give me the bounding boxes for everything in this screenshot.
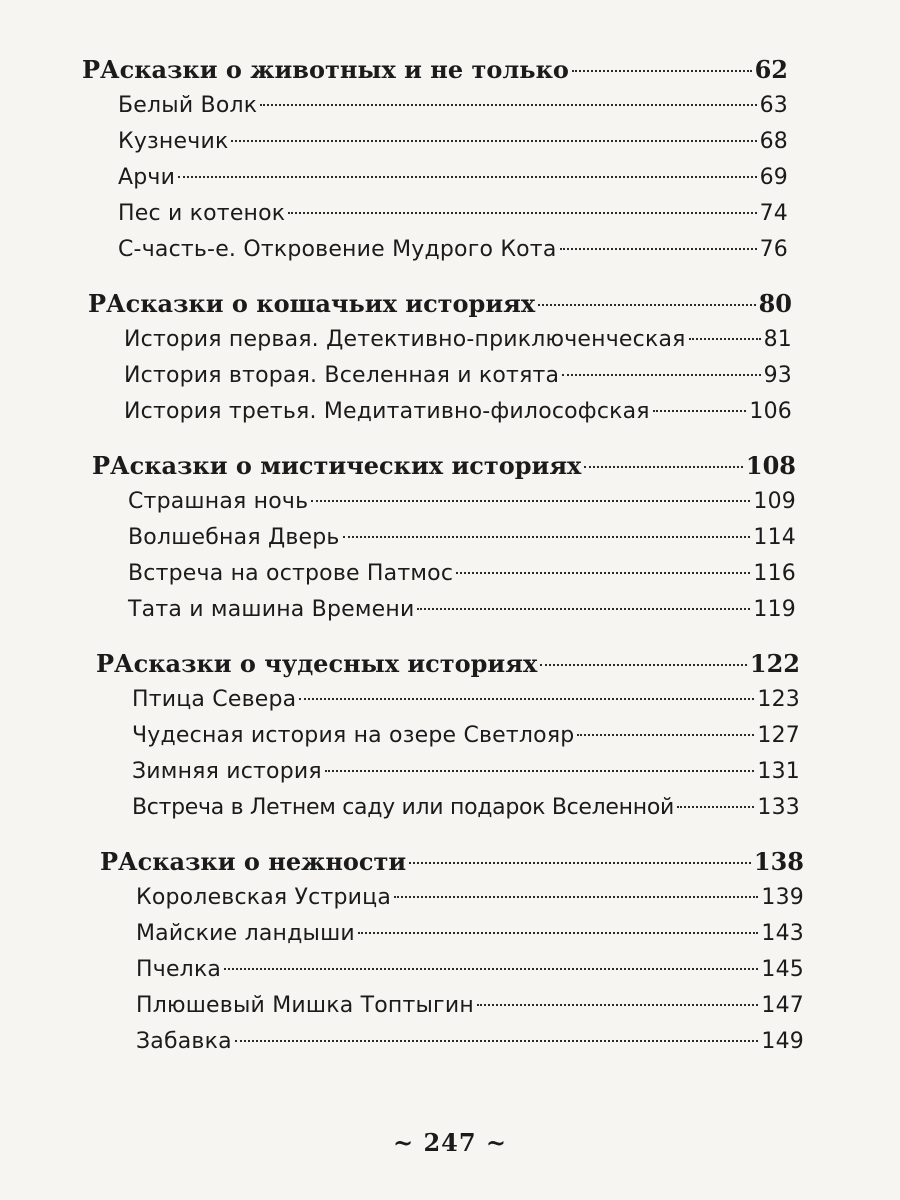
toc-entry [88,358,792,394]
dot-leader [538,304,755,306]
dot-leader [409,862,751,864]
entry-title: Птица Севера [132,687,297,712]
entry-title: С-часть-е. Откровение Мудрого Кота [118,237,557,262]
entry-title: Тата и машина Времени [128,597,415,622]
dot-leader [689,338,761,340]
toc-section [0,286,900,430]
section-heading [82,52,788,88]
toc-entry [96,754,800,790]
dot-leader [394,896,758,898]
section-heading [88,286,792,322]
entry-title: Пчелка [136,957,222,982]
dot-leader [224,968,758,970]
dot-leader [325,770,755,772]
dot-leader [577,734,754,736]
toc-entry [100,916,804,952]
entry-page: 68 [759,129,788,154]
section-heading [92,448,796,484]
entry-page: 123 [757,687,800,712]
toc-entry [100,880,804,916]
dot-leader [235,1040,759,1042]
entry-page: 63 [759,93,788,118]
section-title: РАсказки о мистических историях [92,451,582,480]
entry-title: Королевская Устрица [136,885,391,910]
toc-entry [96,790,800,826]
dot-leader [477,1004,759,1006]
entry-page: 149 [761,1029,804,1054]
entry-title: Плюшевый Мишка Топтыгин [136,993,474,1018]
entry-title: Пес и котенок [118,201,286,226]
dot-leader [653,410,747,412]
toc-entry [82,160,788,196]
entry-page: 81 [763,327,792,352]
entry-page: 109 [753,489,796,514]
dot-leader [288,212,756,214]
toc-entry [92,484,796,520]
toc-entry [100,952,804,988]
section-title: РАсказки о нежности [100,847,407,876]
dot-leader [562,374,760,376]
entry-title: Арчи [118,165,176,190]
entry-title: Чудесная история на озере Светлояр [132,723,575,748]
dot-leader [299,698,754,700]
dot-leader [560,248,757,250]
entry-page: 133 [757,795,800,820]
toc-section [0,52,900,268]
entry-page: 114 [753,525,796,550]
entry-title: История третья. Медитативно-философская [124,399,650,424]
section-page: 138 [753,847,804,876]
page-number: ~ 247 ~ [392,1128,508,1157]
toc-entry [82,88,788,124]
dot-leader [260,104,756,106]
entry-page: 69 [759,165,788,190]
toc-entry [82,196,788,232]
table-of-contents [0,52,900,1078]
section-page: 108 [745,451,796,480]
dot-leader [311,500,750,502]
toc-entry [88,322,792,358]
entry-page: 116 [753,561,796,586]
entry-title: Забавка [136,1029,232,1054]
toc-section [0,646,900,826]
dot-leader [417,608,750,610]
toc-entry [100,1024,804,1060]
section-heading [100,844,804,880]
entry-page: 145 [761,957,804,982]
dot-leader [358,932,758,934]
section-page: 62 [754,55,788,84]
entry-title: Страшная ночь [128,489,309,514]
dot-leader [456,572,750,574]
toc-entry [82,232,788,268]
section-page: 122 [749,649,800,678]
dot-leader [584,466,743,468]
entry-page: 143 [761,921,804,946]
entry-title: Встреча на острове Патмос [128,561,454,586]
entry-title: Встреча в Летнем саду или подарок Вселенной [132,795,674,820]
toc-entry [96,718,800,754]
entry-page: 106 [749,399,792,424]
entry-title: Майские ландыши [136,921,355,946]
toc-entry [92,556,796,592]
section-title: РАсказки о животных и не только [82,55,569,84]
dot-leader [677,806,754,808]
toc-entry [96,682,800,718]
toc-entry [92,520,796,556]
entry-title: Белый Волк [118,93,258,118]
toc-entry [88,394,792,430]
entry-title: Зимняя история [132,759,322,784]
entry-title: Кузнечик [118,129,229,154]
entry-page: 119 [753,597,796,622]
dot-leader [231,140,756,142]
entry-page: 93 [763,363,792,388]
section-title: РАсказки о чудесных историях [96,649,538,678]
toc-section [0,448,900,628]
entry-page: 147 [761,993,804,1018]
entry-page: 127 [757,723,800,748]
dot-leader [540,664,747,666]
entry-page: 74 [759,201,788,226]
toc-entry [100,988,804,1024]
entry-page: 76 [759,237,788,262]
dot-leader [178,176,756,178]
entry-title: Волшебная Дверь [128,525,340,550]
entry-title: История первая. Детективно-приключенческая [124,327,686,352]
section-title: РАсказки о кошачьих историях [88,289,536,318]
section-heading [96,646,800,682]
entry-page: 131 [757,759,800,784]
toc-entry [82,124,788,160]
toc-entry [92,592,796,628]
entry-page: 139 [761,885,804,910]
dot-leader [343,536,751,538]
section-page: 80 [758,289,792,318]
dot-leader [572,70,752,72]
toc-section [0,844,900,1060]
entry-title: История вторая. Вселенная и котята [124,363,560,388]
